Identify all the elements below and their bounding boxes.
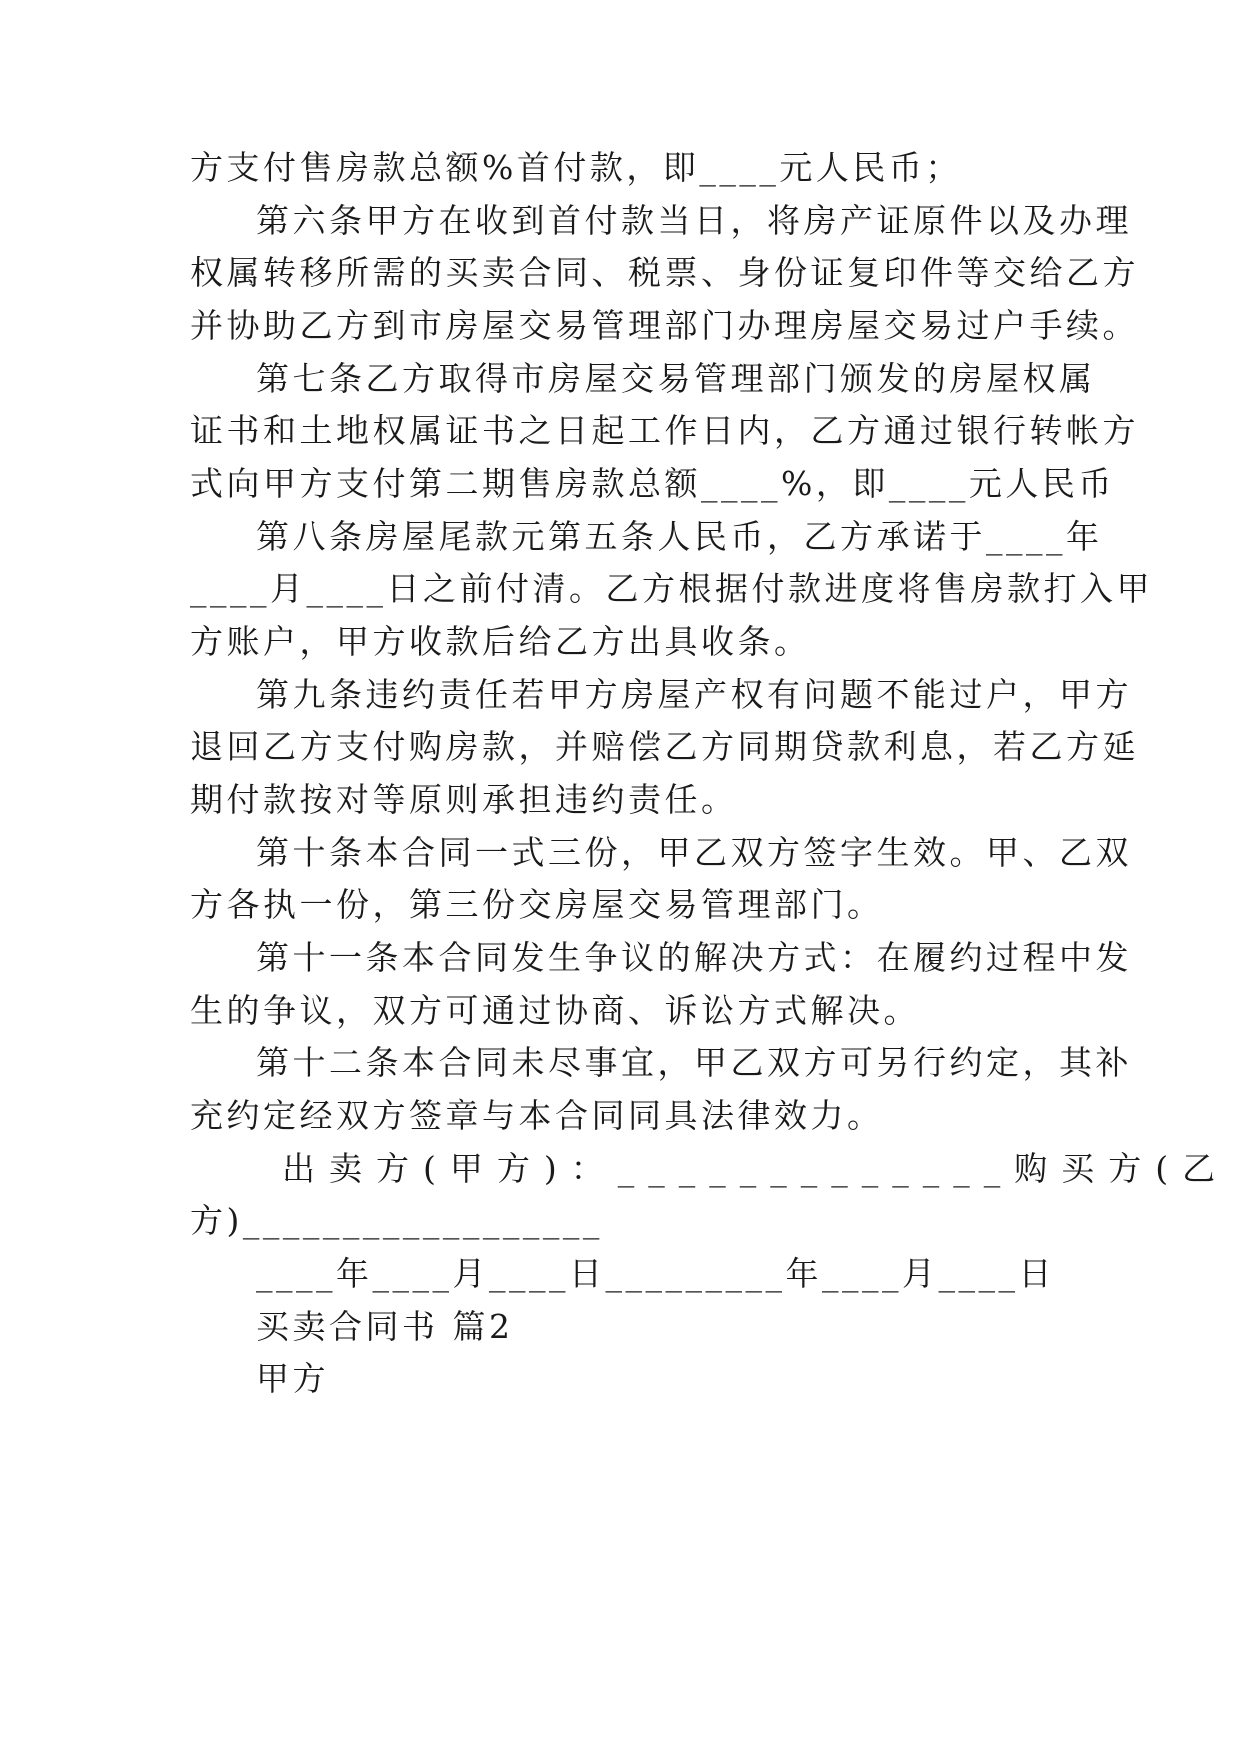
text-line-8: 第八条房屋尾款元第五条人民币，乙方承诺于____年 xyxy=(256,517,1103,556)
text-line-19: 充约定经双方签章与本合同同具法律效力。 xyxy=(190,1096,884,1135)
section-heading-part-2: 买卖合同书 篇2 xyxy=(256,1307,514,1346)
text-line-13: 期付款按对等原则承担违约责任。 xyxy=(190,780,738,819)
text-line-5: 第七条乙方取得市房屋交易管理部门颁发的房屋权属 xyxy=(256,359,1096,398)
text-line-17: 生的争议，双方可通过协商、诉讼方式解决。 xyxy=(190,991,920,1030)
signature-seller-buyer-line: 出卖方(甲方)：_____________购买方(乙 xyxy=(282,1149,1230,1188)
text-line-15: 方各执一份，第三份交房屋交易管理部门。 xyxy=(190,885,884,924)
text-line-1: 方支付售房款总额%首付款，即____元人民币； xyxy=(190,148,962,187)
text-line-18: 第十二条本合同未尽事宜，甲乙双方可另行约定，其补 xyxy=(256,1043,1132,1082)
text-line-16: 第十一条本合同发生争议的解决方式：在履约过程中发 xyxy=(256,938,1132,977)
text-line-11: 第九条违约责任若甲方房屋产权有问题不能过户，甲方 xyxy=(256,675,1132,714)
text-line-6: 证书和土地权属证书之日起工作日内，乙方通过银行转帐方 xyxy=(190,411,1139,450)
text-line-2: 第六条甲方在收到首付款当日，将房产证原件以及办理 xyxy=(256,201,1132,240)
text-line-12: 退回乙方支付购房款，并赔偿乙方同期贷款利息，若乙方延 xyxy=(190,727,1139,766)
text-line-4: 并协助乙方到市房屋交易管理部门办理房屋交易过户手续。 xyxy=(190,306,1139,345)
text-line-3: 权属转移所需的买卖合同、税票、身份证复印件等交给乙方 xyxy=(190,253,1139,292)
text-line-7: 式向甲方支付第二期售房款总额____%，即____元人民币 xyxy=(190,464,1115,503)
text-line-9: ____月____日之前付清。乙方根据付款进度将售房款打入甲 xyxy=(190,569,1153,608)
text-line-14: 第十条本合同一式三份，甲乙双方签字生效。甲、乙双 xyxy=(256,833,1132,872)
signature-buyer-continued-line: 方)__________________ xyxy=(190,1201,603,1240)
text-line-10: 方账户，甲方收款后给乙方出具收条。 xyxy=(190,622,811,661)
party-a-label: 甲方 xyxy=(256,1359,329,1398)
signature-date-line: ____年____月____日_________年____月____日 xyxy=(256,1254,1055,1293)
